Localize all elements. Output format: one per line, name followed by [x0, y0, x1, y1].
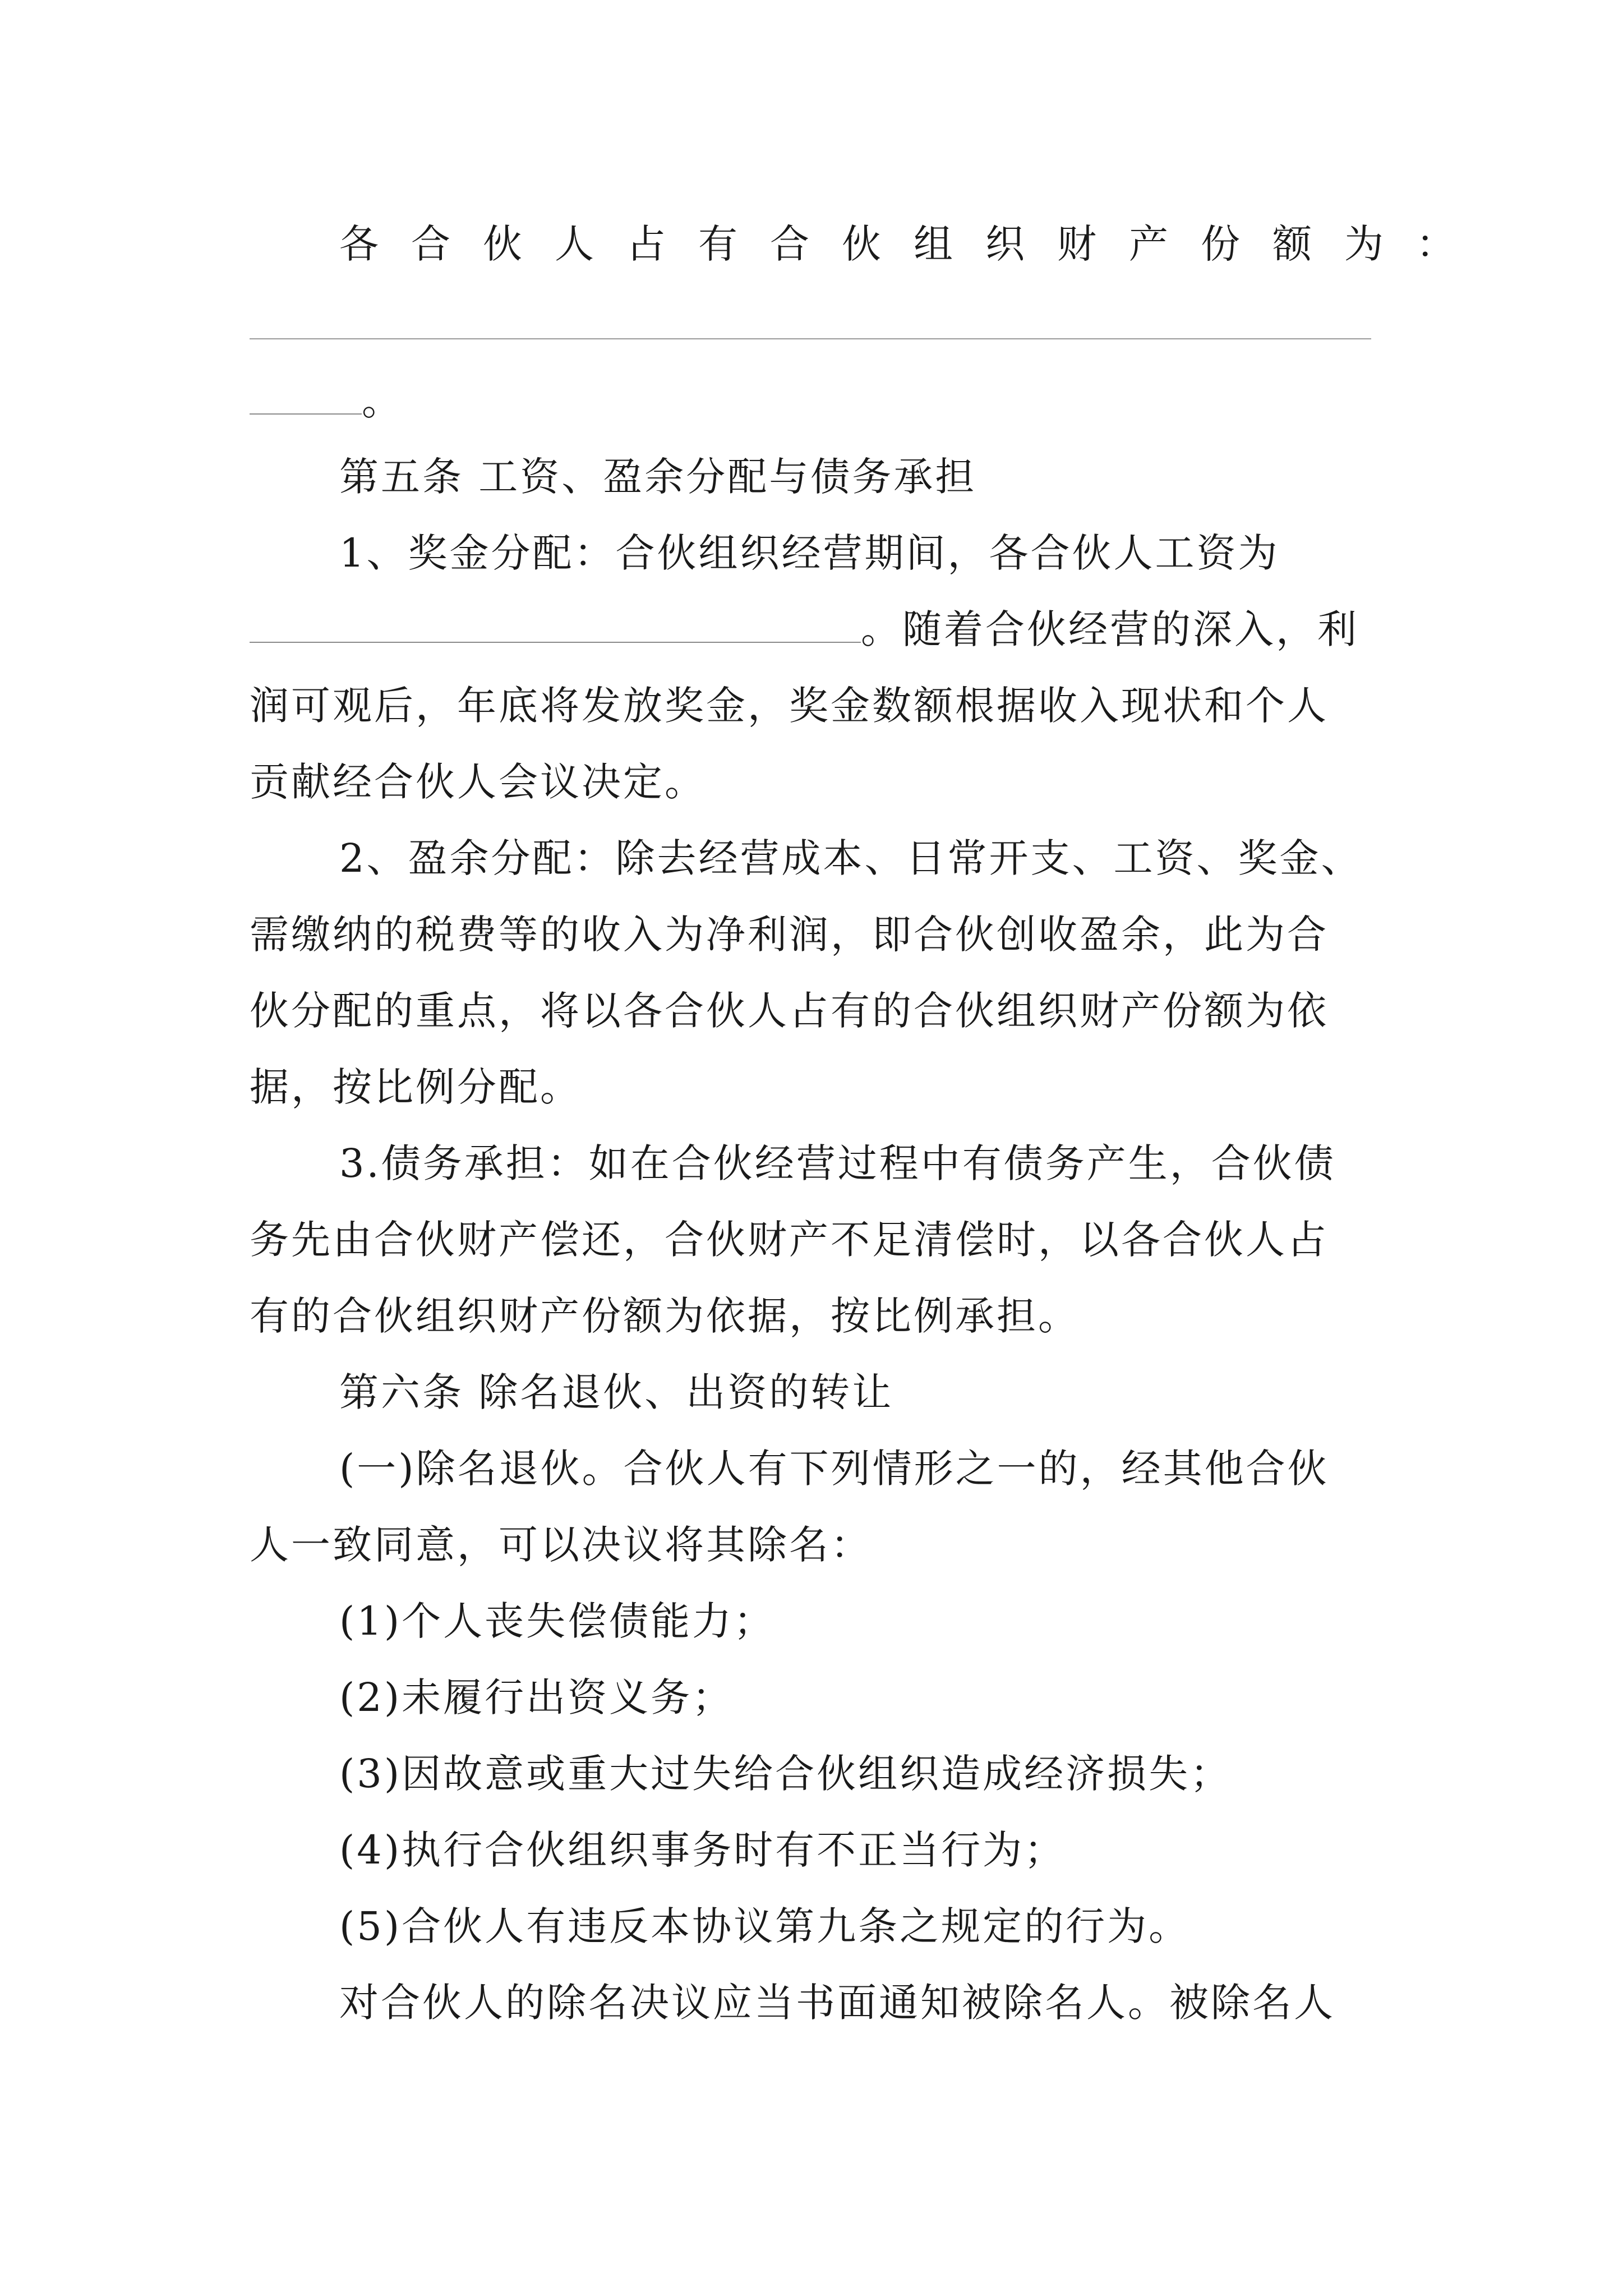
- share-clause-line: 各合伙人占有合伙组织财产份额为：: [339, 221, 1488, 267]
- blank-underline: [250, 611, 861, 643]
- list-item: (2)未履行出资义务；: [339, 1674, 734, 1720]
- paragraph-line: 有的合伙组织财产份额为依据，按比例承担。: [250, 1293, 1080, 1339]
- paragraph-line: 对合伙人的除名决议应当书面通知被除名人。被除名人: [339, 1980, 1335, 2026]
- list-item: (5)合伙人有违反本协议第九条之规定的行为。: [339, 1903, 1191, 1949]
- list-item: (3)因故意或重大过失给合伙组织造成经济损失；: [339, 1751, 1232, 1797]
- article-five-heading: 第五条 工资、盈余分配与债务承担: [339, 454, 977, 500]
- list-item: (1)个人丧失偿债能力；: [339, 1598, 776, 1644]
- paragraph-line: 3.债务承担：如在合伙经营过程中有债务产生，合伙债: [339, 1140, 1336, 1186]
- paragraph-line: 2、盈余分配：除去经营成本、日常开支、工资、奖金、: [339, 835, 1363, 881]
- paragraph-line: 伙分配的重点，将以各合伙人占有的合伙组织财产份额为依: [250, 988, 1329, 1034]
- paragraph-line: 润可观后，年底将发放奖金，奖金数额根据收入现状和个人: [250, 683, 1329, 729]
- article-six-heading: 第六条 除名退伙、出资的转让: [339, 1369, 894, 1415]
- paragraph-line: 务先由合伙财产偿还，合伙财产不足清偿时，以各合伙人占: [250, 1217, 1329, 1263]
- paragraph-line: (一)除名退伙。合伙人有下列情形之一的，经其他合伙: [339, 1446, 1329, 1492]
- blank-underline: [250, 383, 362, 415]
- list-item: (4)执行合伙组织事务时有不正当行为；: [339, 1827, 1066, 1873]
- paragraph-line: [250, 601, 1394, 657]
- share-clause-end: [250, 373, 1394, 429]
- blank-underline: [250, 338, 1371, 339]
- period-text: 。: [362, 378, 403, 424]
- paragraph-line: 人一致同意，可以决议将其除名：: [250, 1522, 872, 1568]
- paragraph-text: 。随着合伙经营的深入，利: [861, 606, 1359, 652]
- paragraph-line: 1、奖金分配：合伙组织经营期间，各合伙人工资为: [339, 530, 1280, 576]
- paragraph-line: 需缴纳的税费等的收入为净利润，即合伙创收盈余，此为合: [250, 912, 1329, 958]
- paragraph-line: 贡献经合伙人会议决定。: [250, 759, 706, 805]
- paragraph-line: 据，按比例分配。: [250, 1064, 582, 1110]
